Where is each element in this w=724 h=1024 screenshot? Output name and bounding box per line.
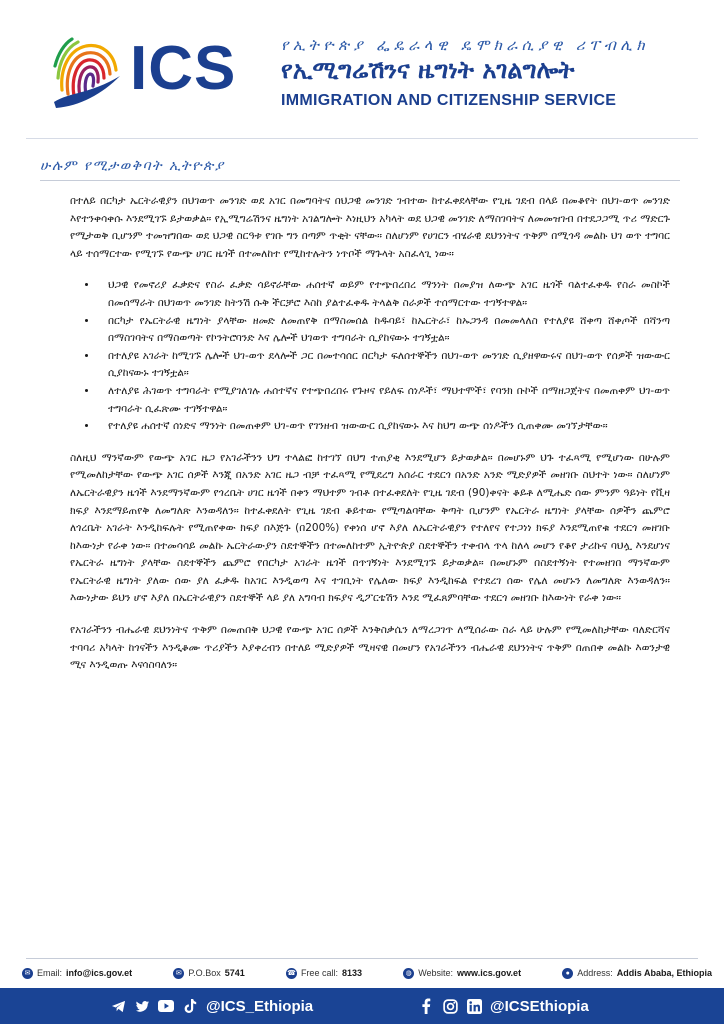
footer-divider bbox=[26, 958, 698, 959]
slogan-divider bbox=[40, 180, 680, 181]
location-icon: ● bbox=[562, 968, 573, 979]
contact-label: Address: bbox=[577, 968, 613, 978]
list-item: • ህጋዊ የመኖሪያ ፈቃድና የስራ ፈቃድ ሳይኖራቸው ሐሰተኛ ወይም የተጭበረበረ ማንነት በመያዝ ለውጭ አገር ዜጎች ባልተፈቀዱ የስራ መስኮች በመሰማራት በህገወጥ መንገድ ከትንሽ ሱቅ ችርቻሮ እስከ ያልተፈቀዱ ትላልቅ ስራዎች ተሰማርተው ተገኝተዋል። bbox=[98, 277, 670, 312]
phone-icon: ☎ bbox=[286, 968, 297, 979]
contact-label: Email: bbox=[37, 968, 63, 978]
social-group-left bbox=[110, 988, 313, 1024]
tiktok-icon[interactable] bbox=[182, 998, 198, 1014]
social-handle-left[interactable]: @ICS_Ethiopia bbox=[206, 997, 314, 1015]
contact-label: P.O.Box bbox=[188, 968, 221, 978]
address-value: Addis Ababa, Ethiopia bbox=[616, 968, 712, 978]
telegram-icon[interactable] bbox=[110, 998, 126, 1014]
intro-paragraph: በተለይ በርካታ ኤርትራዊያን በህገወጥ መንገድ ወደ አገር በመግባትና በህጋዊ መንገድ ገብተው ከተፈቀደላቸው የጊዜ ገደብ በላይ በመቆየት በህገ-ወጥ መንገድ እየተንቀሳቀሱ እንደሚገኙ ይታወቃል። የኢሚግሬሽንና ዜግነት አገልግሎት እነዚህን አካላት ወደ ህጋዊ መንገድ ለማስገባትና ለመመዝገብ በተደጋጋሚ ጥሪ ማድርጉ የሚታወቅ ቢሆንም ተመዝግበው ወደ ህጋዊ ስርዓቱ የገቡ ግን በጣም ጥቂት ናቸው። ስለሆነም የሀገርን ብሄራዊ ደህንነትና ጥቅም በሚጎዳ መልኩ ህገ ወጥ ተግባር ላይ ተሰማርተው የሚገኙ የውጭ ሀገር ዜጎች በተመለከተ የሚከተሉትን ነጥቦች ማጉላት አስፈላጊ ነው። bbox=[70, 195, 670, 260]
agency-name-amharic: የኢሚግሬሽንና ዜግነት አገልግሎት bbox=[281, 56, 575, 84]
ics-logo-text: ICS bbox=[130, 34, 237, 103]
list-item: • ለተለያዩ ሕገወጥ ተግባራት የሚያገለገሉ ሐሰተኛና የተጭበረበሩ የጉዞና የይለፍ ሰነዶች፣ ማህተሞች፣ የባንክ ቡኮች በማዘጋጀትና በመጠቀም ህገ-ወጥ ተግባራት ሲፈጽሙ ተገኝተዋል። bbox=[98, 383, 670, 418]
instagram-icon[interactable] bbox=[442, 998, 458, 1014]
ics-fingerprint-logo-icon bbox=[50, 32, 124, 114]
social-footer-bar bbox=[0, 988, 724, 1024]
list-item: • የተለያዩ ሐሰተኛ ሰነድና ማንነት በመጠቀም ህገ-ወጥ የገንዘብ ዝውውር ሲያከናውኑ እና ከህግ ውጭ ሰነዶችን ሲጠቀሙ መገኘታቸው። bbox=[98, 418, 670, 436]
globe-icon: ◍ bbox=[403, 968, 414, 979]
youtube-icon[interactable] bbox=[158, 998, 174, 1014]
contact-email bbox=[22, 968, 132, 979]
twitter-icon[interactable] bbox=[134, 998, 150, 1014]
contact-address bbox=[562, 968, 712, 979]
country-name-amharic: የኢትዮጵያ ፌዴራላዊ ዴሞክራሲያዊ ሪፐብሊክ bbox=[281, 36, 650, 54]
list-item: • በተለያዩ አገራት ከሚገኙ ሌሎች ህገ-ወጥ ደላሎች ጋር በመተሳሰር በርካታ ፍለሰተኞችን በህገ-ወጥ መንገድ ሲያዘዋውሩና በህገ-ወጥ የሰዎች ዝውውር ሲያከናውኑ ተገኝቷል። bbox=[98, 348, 670, 383]
pobox-value: 5741 bbox=[224, 968, 245, 978]
contact-phone bbox=[286, 968, 362, 979]
closing-paragraph: የአገራችንን ብሔራዊ ደህንነትና ጥቅም በመጠበቅ ህጋዊ የውጭ አገር ሰዎች እንቅስቃሴን ለማረጋገጥ ለሚሰራው ስራ ላይ ሁሉም የሚመለከታቸው ባለድርሻና ተባባሪ አካላት ከጎናችን እንዲቆሙ ጥሪያችን እያቀረብን በተለይ ሚድያዎች ሚዛናዊ በመሆን የአገራችንን ብሔራዊ ደህንነትና ጥቅም በጠበቀ መልኩ እወንታዊ ሚና እንዲወጡ እናሳስባለን። bbox=[70, 624, 670, 672]
phone-value[interactable]: 8133 bbox=[341, 968, 362, 978]
slogan: ሁሉም የሚታወቅባት ኢትዮጵያ bbox=[40, 158, 225, 174]
website-link[interactable]: www.ics.gov.et bbox=[457, 968, 522, 978]
facebook-icon[interactable] bbox=[418, 998, 434, 1014]
contact-label: Free call: bbox=[300, 968, 338, 978]
contact-label: Website: bbox=[418, 968, 454, 978]
contact-website bbox=[403, 968, 521, 979]
contact-row bbox=[22, 964, 712, 982]
points-list bbox=[70, 277, 670, 435]
agency-name-english: IMMIGRATION AND CITIZENSHIP SERVICE bbox=[281, 92, 617, 109]
email-link[interactable]: info@ics.gov.et bbox=[66, 968, 133, 978]
linkedin-icon[interactable] bbox=[466, 998, 482, 1014]
email-icon: ✉ bbox=[22, 968, 33, 979]
second-paragraph: ስለዚህ ማንኛውም የውጭ አገር ዜጋ የአገራችንን ህግ ተላልፎ ከተገኘ በህግ ተጠያቂ እንደሚሆን ይታወቃል። በመሆኑም ህጉ ተፈጻሚ የሚሆነው በሁሉም የሚመለከታቸው የውጭ አገር ሰዎች እንጂ በአንድ አገር ዜጋ ብቻ ተፈጻሚ የሚደረግ አሰራር ተደርጎ በአንድ አንድ ሚድያዎች መዘገቡ ስህተት ነው። ስለሆነም ለኤርትራዊያን ዜጎች እንደማንኛውም የጎረቤት ሀገር ዜጎች በቀን ማህተም ገብቶ በተፈቀደለት የጊዜ ገደብ (90)ቀናት ቆይቶ ለሚሔድ ሰው ምንም ዓይነት የቪዛ ክፍያ እንደማይጠየቅ ለመግለጽ እንወዳለን። ከተፈቀደለት የጊዜ ገደብ ቆይተው የሚጣልባቸው ቅጣት ቢሆንም የኤርትራ ዜግነት ያላቸው ሰዎችን ጨምሮ ለጎረቤት አገራት እንዲከፍሉት የሚጠየቀው ክፍያ በእጅጉ (በ200%) የቀነሰ ሆኖ እያለ ለኤርትራዊያን የተለየና የተጋነነ ክፍያ እንደሚጠየቁ ተደርጎ መዘገቡ ከእውነታ የራቀ ነው። በተመሳሳይ መልኩ ኤርትራውያን ስደተኞችን በተመለከተም ኢትዮጵያ ስደተኞችን ተቀብላ ጥላ ከለላ መሆን የቆየ ታሪኩና ባህሏ እንደሆነና የኤርትራ ዜግነት ያላቸው ስደተኞችን ጨምሮ የበርካታ አገራት ዜጎች በጥገኝነት እንደሚገኙ ይታወቃል። በመሆኑም በስደተኝነት የተመዘገበ ማንኛውም የኤርትራዊ ዜግነት ያለው ሰው ያለ ፈቃዱ ከአገር እንዲወጣ እና ተገቢነት የሌለው ክፍያ እንዲከፍል የተደረገ ሰው የሌለ መሆኑን ለመግለጽ እንወዳለን። እውነታው ይህን ሆኖ እያለ በኤርትራዊያን ስደተኞች ላይ ያለ አግባብ ክፍያና ዲፖርቴሽን እንደ ሚፈጸምባቸው ተደርጎ መዘገቡ ከእውነት የራቀ ነው። bbox=[70, 451, 670, 605]
list-item: • በርካታ የኤርትራዊ ዜግነት ያላቸው ዘመድ ለመጠየቅ በማስመሰል ከዱባይ፣ ከኤርትራ፣ ከኡጋንዳ በመመላለስ የተለያዩ ሸቀጣ ሸቀጦች በሻንጣ በማስገባትና በማስወጣት የኮንትሮባንድ እና ሌሎች ህገወጥ ተግባራት ሲያከናውኑ ተገኝቷል። bbox=[98, 313, 670, 348]
contact-pobox bbox=[173, 968, 244, 979]
social-group-right bbox=[418, 988, 589, 1024]
pobox-icon: ✉ bbox=[173, 968, 184, 979]
social-handle-right[interactable]: @ICSEthiopia bbox=[490, 997, 589, 1015]
header-divider bbox=[26, 138, 698, 139]
statement-body bbox=[70, 193, 670, 689]
